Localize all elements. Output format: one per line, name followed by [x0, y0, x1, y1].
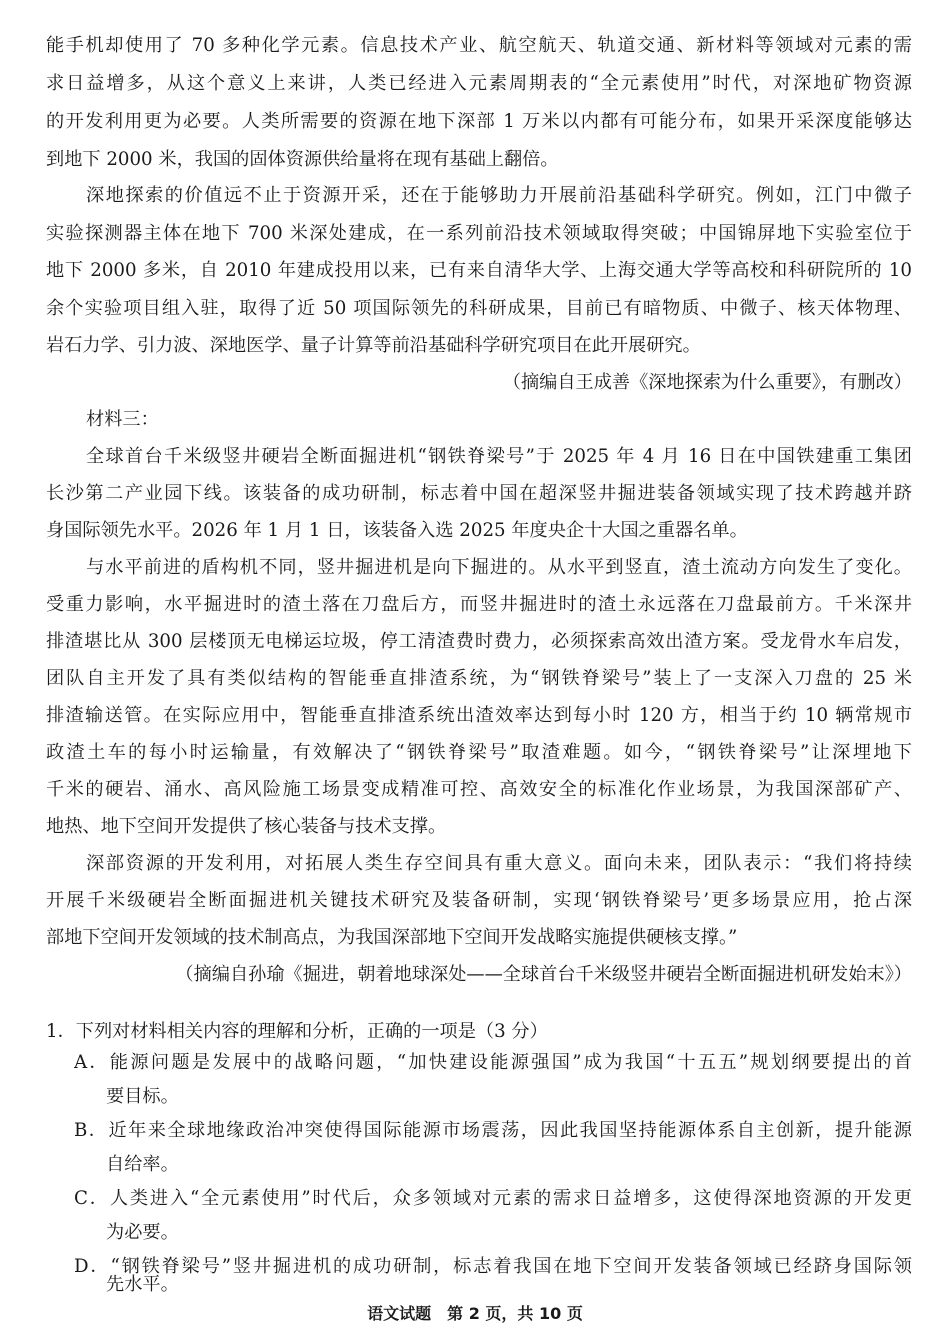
text-line: 地下 2000 多米，自 2010 年建成投用以来，已有来自清华大学、上海交通大学等高校和科研院所的 10 — [46, 260, 912, 281]
text-line: 长沙第二产业园下线。该装备的成功研制，标志着中国在超深竖井掘进装备领域实现了技术跨越并跻 — [46, 483, 912, 504]
text-line: 排渣堪比从 300 层楼顶无电梯运垃圾，停工清渣费时费力，必须探索高效出渣方案。受龙骨水车启发， — [46, 631, 912, 652]
source-citation: （摘编自王成善《深地探索为什么重要》，有删改） — [502, 372, 912, 393]
text-line: 千米的硬岩、涌水、高风险施工场景变成精准可控、高效安全的标准化作业场景，为我国深部矿产、 — [46, 779, 912, 800]
text-line: 的开发利用更为必要。人类所需要的资源在地下深部 1 万米以内都有可能分布，如果开采深度能够达 — [46, 111, 912, 132]
text-line: 全球首台千米级竖井硬岩全断面掘进机“钢铁脊梁号”于 2025 年 4 月 16 日在中国铁建重工集团 — [86, 446, 912, 467]
text-line: 团队自主开发了具有类似结构的智能垂直排渣系统，为“钢铁脊梁号”装上了一支深入刀盘的 25 米 — [46, 668, 912, 689]
question-stem: 1．下列对材料相关内容的理解和分析，正确的一项是（3 分） — [46, 1021, 548, 1042]
text-line: 到地下 2000 米，我国的固体资源供给量将在现有基础上翻倍。 — [46, 149, 559, 170]
text-line: 能手机却使用了 70 多种化学元素。信息技术产业、航空航天、轨道交通、新材料等领域对元素的需 — [46, 35, 912, 56]
option-d-continued: 先水平。 — [106, 1274, 179, 1295]
option-b-continued: 自给率。 — [106, 1154, 179, 1175]
source-citation: （摘编自孙瑜《掘进，朝着地球深处——全球首台千米级竖井硬岩全断面掘进机研发始末》） — [175, 964, 912, 985]
material-heading: 材料三： — [86, 409, 159, 430]
option-c[interactable]: C．人类进入“全元素使用”时代后，众多领域对元素的需求日益增多，这使得深地资源的开发更 — [74, 1188, 912, 1209]
text-line: 与水平前进的盾构机不同，竖井掘进机是向下掘进的。从水平到竖直，渣土流动方向发生了变化。 — [86, 557, 912, 578]
option-b[interactable]: B．近年来全球地缘政治冲突使得国际能源市场震荡，因此我国坚持能源体系自主创新，提升能源 — [74, 1120, 912, 1141]
option-a-continued: 要目标。 — [106, 1086, 179, 1107]
text-line: 开展千米级硬岩全断面掘进机关键技术研究及装备研制，实现‘钢铁脊梁号’更多场景应用，抢占深 — [46, 890, 912, 911]
text-line: 部地下空间开发领域的技术制高点，为我国深部地下空间开发战略实施提供硬核支撑。” — [46, 927, 738, 948]
text-line: 受重力影响，水平掘进时的渣土落在刀盘后方，而竖井掘进时的渣土永远落在刀盘最前方。千米深井 — [46, 594, 912, 615]
option-d[interactable]: D．“钢铁脊梁号”竖井掘进机的成功研制，标志着我国在地下空间开发装备领域已经跻身国际领 — [74, 1256, 912, 1277]
text-line: 深部资源的开发利用，对拓展人类生存空间具有重大意义。面向未来，团队表示：“我们将持续 — [86, 853, 912, 874]
text-line: 身国际领先水平。2026 年 1 月 1 日，该装备入选 2025 年度央企十大国之重器名单。 — [46, 520, 748, 541]
text-line: 余个实验项目组入驻，取得了近 50 项国际领先的科研成果，目前已有暗物质、中微子、核天体物理、 — [46, 298, 912, 319]
option-a[interactable]: A．能源问题是发展中的战略问题，“加快建设能源强国”成为我国“十五五”规划纲要提出的首 — [74, 1052, 912, 1073]
text-line: 深地探索的价值远不止于资源开采，还在于能够助力开展前沿基础科学研究。例如，江门中微子 — [86, 185, 912, 206]
text-line: 岩石力学、引力波、深地医学、量子计算等前沿基础科学研究项目在此开展研究。 — [46, 335, 701, 356]
option-c-continued: 为必要。 — [106, 1222, 179, 1243]
text-line: 实验探测器主体在地下 700 米深处建成，在一系列前沿技术领域取得突破；中国锦屏地下实验室位于 — [46, 223, 912, 244]
text-line: 排渣输送管。在实际应用中，智能垂直排渣系统出渣效率达到每小时 120 方，相当于约 10 辆常规市 — [46, 705, 912, 726]
page-footer: 语文试题 第 2 页，共 10 页 — [367, 1304, 583, 1323]
text-line: 求日益增多，从这个意义上来讲，人类已经进入元素周期表的“全元素使用”时代，对深地矿物资源 — [46, 73, 912, 94]
text-line: 政渣土车的每小时运输量，有效解决了“钢铁脊梁号”取渣难题。如今，“钢铁脊梁号”让深埋地下 — [46, 742, 912, 763]
text-line: 地热、地下空间开发提供了核心装备与技术支撑。 — [46, 816, 447, 837]
